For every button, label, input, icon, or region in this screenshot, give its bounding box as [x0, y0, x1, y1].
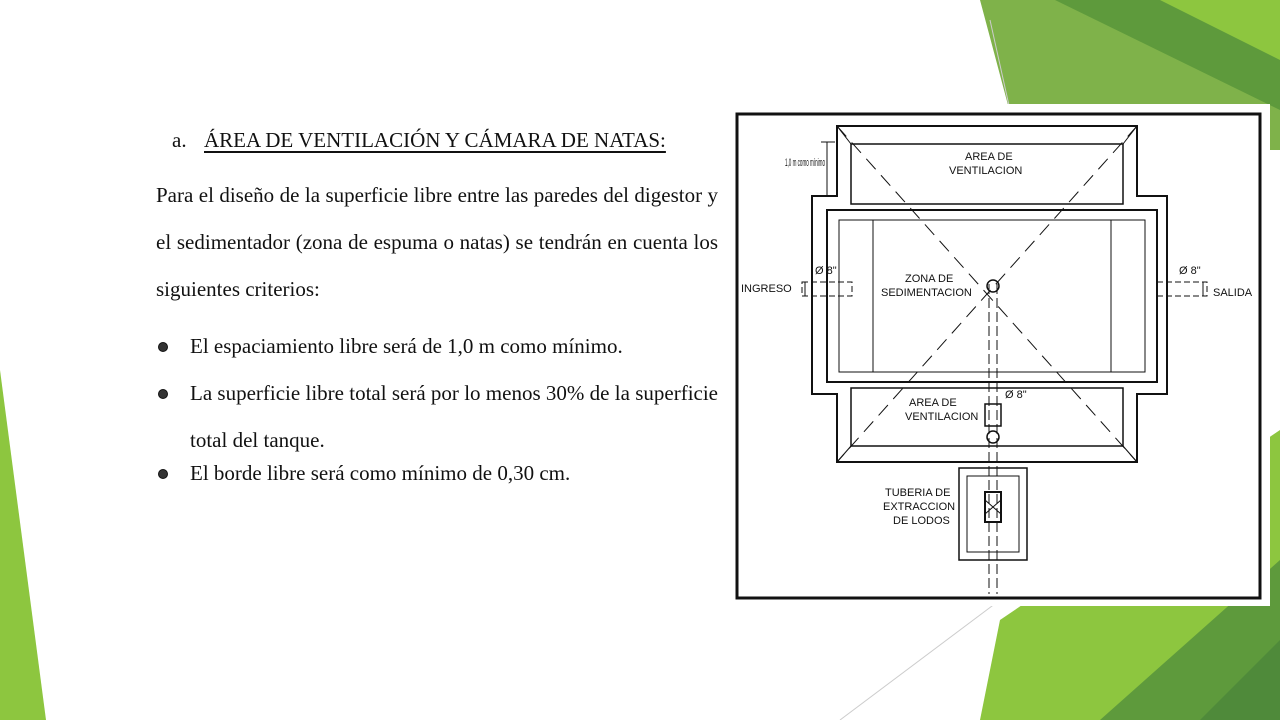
criteria-item: La superficie libre total será por lo menos 30% de la superficie total del tanque.: [156, 370, 718, 464]
intro-paragraph: Para el diseño de la superficie libre entre las paredes del digestor y el sedimentador (zona de espuma o natas) se tendrán en cuenta los siguientes criterios:: [156, 183, 718, 301]
section-heading: [172, 118, 718, 162]
dimension-label: 1,0 m como mínimo: [785, 157, 825, 169]
diagram-svg: [727, 104, 1270, 606]
criteria-list: [156, 323, 718, 497]
zone-label-1: ZONA DE: [905, 273, 954, 285]
slide-text-block: [156, 118, 718, 497]
heading-marker: a.: [172, 128, 187, 152]
heading-title: ÁREA DE VENTILACIÓN Y CÁMARA DE NATAS:: [204, 128, 666, 152]
tank-plan-diagram: [727, 104, 1270, 606]
vent-top-label-1: AREA DE: [965, 151, 1013, 163]
vent-top-label-2: VENTILACION: [949, 165, 1023, 177]
outlet-label: SALIDA: [1213, 287, 1253, 299]
criteria-item: El espaciamiento libre será de 1,0 m como mínimo.: [156, 323, 718, 370]
inlet-label: INGRESO: [741, 283, 792, 295]
criteria-item: El borde libre será como mínimo de 0,30 cm.: [156, 450, 718, 497]
sludge-label-2: EXTRACCION: [883, 501, 956, 513]
pipe-label-mid: Ø 8": [1005, 389, 1027, 401]
sludge-label-1: TUBERIA DE: [885, 487, 951, 499]
zone-label-2: SEDIMENTACION: [881, 287, 972, 299]
sludge-label-3: DE LODOS: [893, 515, 950, 527]
pipe-label-out: Ø 8": [1179, 265, 1201, 277]
pipe-label-in: Ø 8": [815, 265, 837, 277]
vent-bottom-label-2: VENTILACION: [905, 411, 979, 423]
left-green-shape: [0, 370, 46, 720]
vent-bottom-label-1: AREA DE: [909, 397, 957, 409]
